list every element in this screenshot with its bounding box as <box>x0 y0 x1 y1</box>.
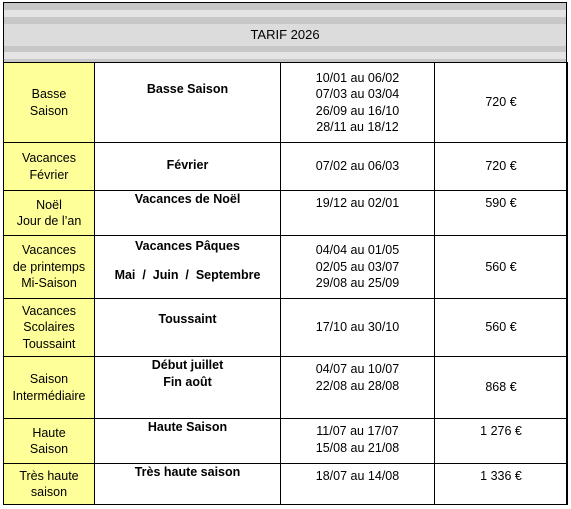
price-cell: 1 276 € <box>435 419 568 464</box>
dates-cell: 04/04 au 01/05 02/05 au 03/07 29/08 au 25/09 <box>281 236 435 299</box>
table-row <box>4 191 568 236</box>
price-cell: 720 € <box>435 143 568 191</box>
period-cell: Basse Saison <box>95 63 281 143</box>
dates-cell: 04/07 au 10/07 22/08 au 28/08 <box>281 357 435 419</box>
price-cell: 560 € <box>435 299 568 357</box>
price-cell: 720 € <box>435 63 568 143</box>
season-cell: Vacances Février <box>4 143 95 191</box>
table-header <box>4 3 566 62</box>
period-cell: Toussaint <box>95 299 281 357</box>
period-cell: Haute Saison <box>95 419 281 464</box>
table-row <box>4 464 568 505</box>
season-cell: Vacances de printemps Mi-Saison <box>4 236 95 299</box>
table-row <box>4 357 568 419</box>
table-row <box>4 299 568 357</box>
season-cell: Saison Intermédiaire <box>4 357 95 419</box>
season-cell: Très haute saison <box>4 464 95 505</box>
season-cell: Basse Saison <box>4 63 95 143</box>
season-cell: Haute Saison <box>4 419 95 464</box>
dates-cell: 19/12 au 02/01 <box>281 191 435 236</box>
table-row <box>4 63 568 143</box>
dates-cell: 10/01 au 06/02 07/03 au 03/04 26/09 au 16/10 28/11 au 18/12 <box>281 63 435 143</box>
dates-cell: 11/07 au 17/07 15/08 au 21/08 <box>281 419 435 464</box>
table-row <box>4 143 568 191</box>
price-cell: 1 336 € <box>435 464 568 505</box>
rate-table <box>3 62 568 505</box>
table-row <box>4 419 568 464</box>
season-cell: Vacances Scolaires Toussaint <box>4 299 95 357</box>
price-cell: 590 € <box>435 191 568 236</box>
dates-cell: 07/02 au 06/03 <box>281 143 435 191</box>
season-cell: Noël Jour de l’an <box>4 191 95 236</box>
period-cell: Vacances de Noël <box>95 191 281 236</box>
period-cell: Très haute saison <box>95 464 281 505</box>
dates-cell: 17/10 au 30/10 <box>281 299 435 357</box>
period-cell: Vacances Pâques Mai / Juin / Septembre <box>95 236 281 299</box>
period-cell: Début juillet Fin août <box>95 357 281 419</box>
price-cell: 560 € <box>435 236 568 299</box>
period-cell: Février <box>95 143 281 191</box>
table-title: TARIF 2026 <box>4 24 566 46</box>
dates-cell: 18/07 au 14/08 <box>281 464 435 505</box>
table-row <box>4 236 568 299</box>
price-cell: 868 € <box>435 357 568 419</box>
